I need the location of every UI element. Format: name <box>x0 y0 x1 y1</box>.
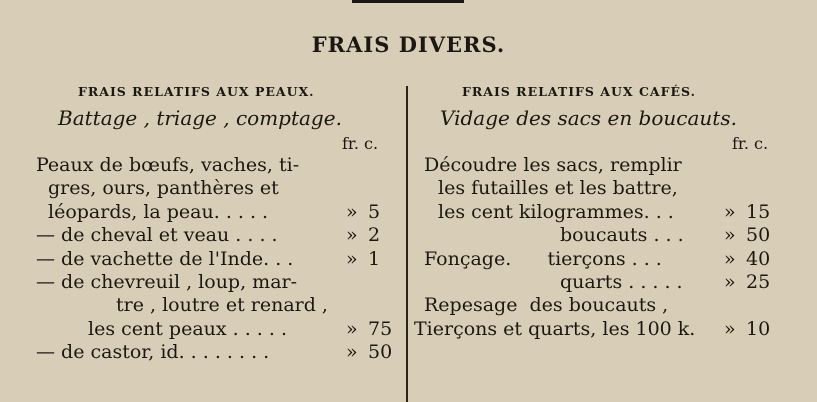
right-line <box>410 154 805 177</box>
right-line <box>410 201 805 224</box>
line-amount <box>724 271 770 294</box>
left-line <box>36 201 396 224</box>
right-line <box>410 294 805 317</box>
line-mark: » <box>724 200 736 223</box>
line-value: 1 <box>368 247 381 270</box>
column-divider <box>406 86 408 402</box>
line-amount <box>346 341 392 364</box>
left-line <box>36 248 396 271</box>
line-mark: » <box>346 200 358 223</box>
left-line <box>36 341 396 364</box>
line-value: 50 <box>746 224 771 247</box>
page-title: FRAIS DIVERS. <box>311 32 506 57</box>
line-text: — de chevreuil , loup, mar- <box>36 270 298 293</box>
line-text: tre , loutre et renard , <box>116 294 328 317</box>
line-mark: » <box>346 317 358 340</box>
line-text: quarts . . . . . <box>560 270 683 293</box>
line-text: gres, ours, panthères et <box>48 177 279 200</box>
line-value: 2 <box>368 224 381 247</box>
line-text: — de castor, id. . . . . . . . <box>36 341 270 364</box>
line-text: Tierçons et quarts, les 100 k. <box>414 317 696 340</box>
left-line <box>36 224 396 247</box>
line-amount <box>346 224 380 247</box>
line-value: 10 <box>746 317 771 340</box>
line-mark: » <box>346 247 358 270</box>
line-amount <box>724 224 770 247</box>
left-subtitle: Battage , triage , comptage. <box>58 106 342 130</box>
right-subtitle: Vidage des sacs en boucauts. <box>440 106 737 130</box>
right-heading: FRAIS RELATIFS AUX CAFÉS. <box>462 84 696 99</box>
line-mark: » <box>724 247 736 270</box>
line-mark: » <box>346 224 358 247</box>
line-text: les cent peaux . . . . . <box>88 317 287 340</box>
line-value: 25 <box>746 270 771 293</box>
line-text: Repesage des boucauts , <box>424 294 669 317</box>
right-line <box>410 248 805 271</box>
line-text: Peaux de bœufs, vaches, ti- <box>36 154 300 176</box>
line-mark: » <box>724 317 736 340</box>
line-amount <box>724 201 770 224</box>
line-text: Découdre les sacs, remplir <box>424 154 682 176</box>
line-text: les futailles et les battre, <box>438 177 678 200</box>
line-text: les cent kilogrammes. . . <box>438 200 674 223</box>
top-rule <box>352 0 464 3</box>
line-text: boucauts . . . <box>560 224 684 247</box>
line-amount <box>346 248 380 271</box>
left-line <box>36 318 396 341</box>
line-amount <box>724 248 770 271</box>
line-value: 15 <box>746 200 771 223</box>
line-amount <box>346 318 392 341</box>
line-value: 50 <box>368 341 393 364</box>
left-line <box>36 271 396 294</box>
right-units: fr. c. <box>732 134 769 153</box>
line-mark: » <box>724 224 736 247</box>
line-value: 40 <box>746 247 771 270</box>
line-amount <box>724 318 770 341</box>
line-text: Fonçage. tierçons . . . <box>424 247 662 270</box>
line-mark: » <box>724 270 736 293</box>
line-text: léopards, la peau. . . . . <box>48 200 269 223</box>
line-text: — de vachette de l'Inde. . . <box>36 247 294 270</box>
right-column <box>410 82 805 341</box>
left-line <box>36 154 396 177</box>
line-text: — de cheval et veau . . . . <box>36 224 278 247</box>
right-line <box>410 224 805 247</box>
left-line <box>36 177 396 200</box>
left-units: fr. c. <box>342 134 379 153</box>
line-amount <box>346 201 380 224</box>
right-line <box>410 177 805 200</box>
right-line <box>410 318 805 341</box>
left-line <box>36 294 396 317</box>
line-value: 5 <box>368 200 381 223</box>
line-value: 75 <box>368 317 393 340</box>
line-mark: » <box>346 341 358 364</box>
left-heading: FRAIS RELATIFS AUX PEAUX. <box>78 84 315 99</box>
right-line <box>410 271 805 294</box>
left-column <box>36 82 396 365</box>
